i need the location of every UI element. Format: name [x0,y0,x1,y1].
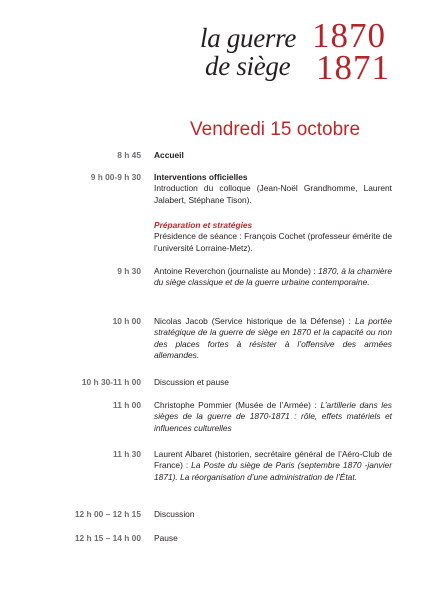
program-desc [154,266,392,289]
program-title: Discussion [154,509,195,519]
program-time: 8 h 45 [117,150,141,160]
program-time: 11 h 30 [113,449,141,459]
program-time: 9 h 30 [117,266,141,276]
section-heading: Préparation et stratégies [154,220,253,230]
program-title: Discussion et pause [154,377,229,387]
program-desc [154,316,392,361]
program-desc [154,449,392,483]
program-time: 12 h 15 – 14 h 00 [74,533,141,543]
program-desc [154,220,392,254]
program-title: Pause [154,533,178,543]
program-title: Accueil [154,150,184,160]
program-talk: 1870, à la charnière du siège classique et de la guerre urbaine contemporaine. [154,266,392,288]
program-text: Introduction du colloque (Jean-Noël Grandhomme, Laurent Jalabert, Stéphane Tison). [154,183,392,205]
program-speaker: Nicolas Jacob (Service historique de la Défense) : [154,316,355,326]
program-desc [154,400,392,434]
logo-line-1: la guerre [200,23,297,53]
program-speaker: Laurent Albaret (historien, secrétaire général de l’Aéro-Club de France) : [154,449,392,471]
logo-year-1: 1870 [312,16,386,55]
program-time: 12 h 00 – 12 h 15 [74,509,141,519]
program-time: 10 h 30-11 h 00 [81,377,141,387]
program-speaker: Christophe Pommier (Musée de l’Armée) : [154,400,321,410]
program-time: 10 h 00 [112,316,141,326]
program-title: Interventions officielles [154,172,248,182]
program-desc [154,172,392,206]
program-text: Présidence de séance : François Cochet (professeur émérite de l’université Lorraine-Metz). [154,231,392,253]
logo-year-2: 1871 [316,48,390,87]
day-title-text: Vendredi 15 octobre [190,119,361,140]
program-time: 11 h 00 [113,400,141,410]
program-talk: L’artillerie dans les sièges de la guerre de 1870-1871 : rôle, effets matériels et influences culturelles [154,400,392,433]
program-speaker: Antoine Reverchon (journaliste au Monde) : [154,266,318,276]
program-talk: La Poste du siège de Paris (septembre 1870 -janvier 1871). La réorganisation d’une administration de l’État. [154,460,393,482]
program-talk: La portée stratégique de la guerre de siège en 1870 et la capacité ou non des places fortes à résister à l’offensive des armées allemandes. [154,316,392,360]
logo-line-2: de siège [205,51,291,81]
program-time: 9 h 00-9 h 30 [90,172,141,182]
header [0,0,421,100]
